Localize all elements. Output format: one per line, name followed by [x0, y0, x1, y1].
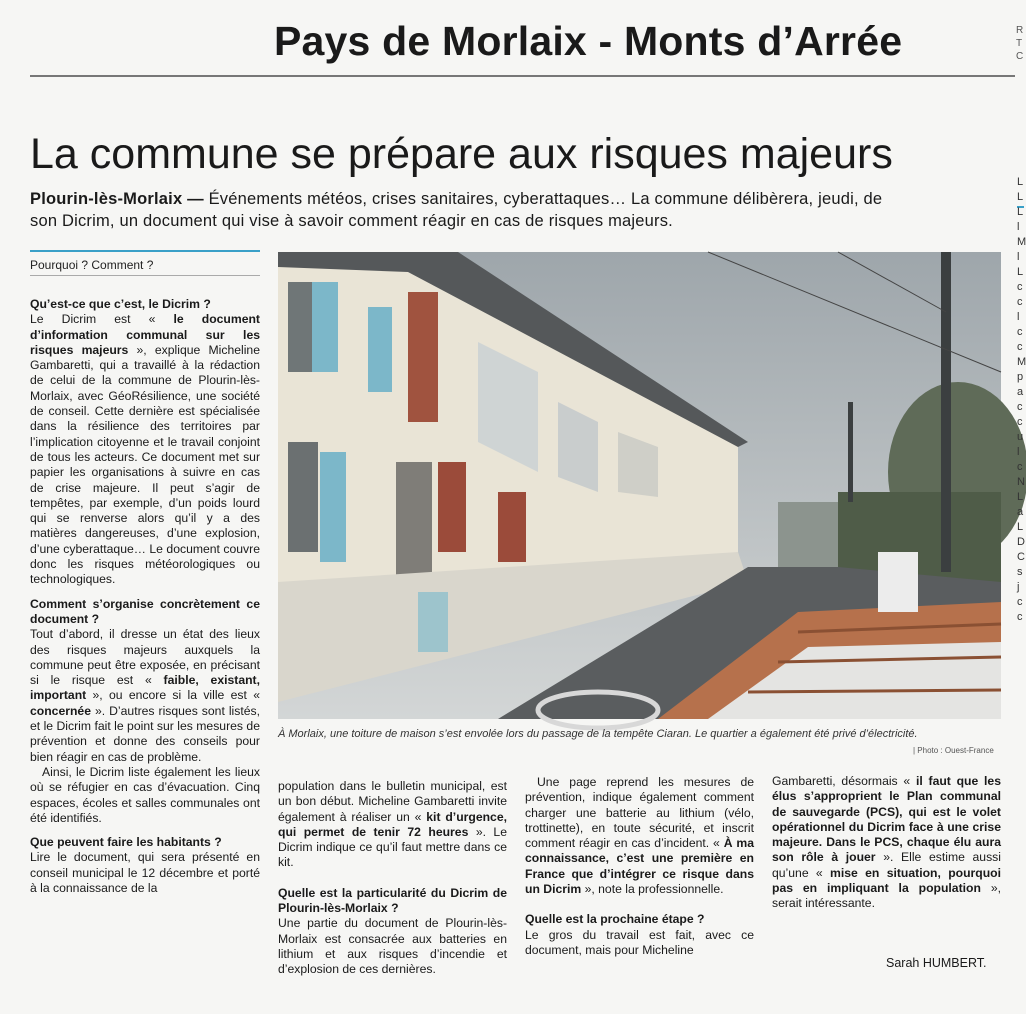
column-4 [772, 774, 1001, 912]
edge-letter: l [1017, 251, 1020, 263]
edge-letter: c [1017, 296, 1023, 308]
article-photo [278, 252, 1001, 719]
chapo-text: Événements météos, crises sanitaires, cyberattaques… La commune délibèrera, jeudi, de son Dicrim, un document qui vise à savoir comment réagir en cas de risques majeurs. [30, 190, 883, 230]
edge-letter: l [1017, 221, 1020, 233]
section-title: Pays de Morlaix - Monts d’Arrée [274, 18, 903, 64]
edge-letter: M [1017, 356, 1026, 368]
sidebar-divider [30, 275, 260, 276]
paragraph: Une page reprend les mesures de prévention, indique également comment charger une batterie au lithium (vélo, trottinette), en toute sécurité, et inscrit comment réagir en cas d’incident. « À ma connaissance, c’est une première en France que d’intégrer ce risque dans un Dicrim », note la professionnelle. [525, 775, 754, 897]
corner-snippet: R T C [1016, 25, 1024, 62]
question-heading: Quelle est la prochaine étape ? [525, 912, 705, 927]
edge-letter: l [1017, 446, 1020, 458]
storm-street-illustration [278, 252, 1001, 719]
photo-caption: À Morlaix, une toiture de maison s’est envolée lors du passage de la tempête Ciaran. Le quartier a également été privé d’électricité. [278, 728, 918, 740]
paragraph: Le gros du travail est fait, avec ce document, mais pour Micheline [525, 927, 754, 957]
paragraph: population dans le bulletin municipal, est un bon début. Micheline Gambaretti invite également à réaliser un « kit d’urgence, qui permet de tenir 72 heures ». Le Dicrim indique ce qu’il faut mettre dans ce kit. [278, 779, 507, 870]
edge-letter: M [1017, 236, 1026, 248]
paragraph: Ainsi, le Dicrim liste également les lieux où se réfugier en cas d’évacuation. Cinq espaces, écoles et salles communales ont été identifiés. [30, 764, 260, 825]
column-1 [30, 297, 260, 896]
paragraph: Gambaretti, désormais « il faut que les élus s’approprient le Plan communal de sauvegarde (PCS), qui est le volet opérationnel du Dicrim face à une crise majeure. Dans le PCS, chaque élu aura son rôle à jouer ». Elle estime aussi qu’une « mise en situation, pourquoi pas en impliquant la population », serait intéressante. [772, 774, 1001, 911]
question-heading: Quelle est la particularité du Dicrim de Plourin-lès-Morlaix ? [278, 885, 507, 916]
edge-letter: c [1017, 341, 1023, 353]
adjacent-article-edge [1017, 175, 1024, 625]
edge-letter: L [1017, 176, 1024, 188]
article-chapo [30, 188, 910, 232]
question-heading: Qu’est-ce que c’est, le Dicrim ? [30, 297, 211, 311]
question-heading: Que peuvent faire les habitants ? [30, 835, 222, 850]
paragraph: Tout d’abord, il dresse un état des lieux des risques majeurs auxquels la commune peut être exposée, en précisant si le risque est « faible, existant, important », ou encore si la ville est « concernée ». D’autres risques sont listés, et le Dicrim fait le point sur les mesures de prévention et donne des conseils pour bien réagir en cas de problème. [30, 627, 260, 764]
article-headline: La commune se prépare aux risques majeurs [30, 130, 893, 178]
edge-letter: D [1017, 536, 1025, 548]
edge-letter: a [1017, 506, 1024, 518]
edge-letter: L [1017, 491, 1024, 503]
edge-letter: c [1017, 596, 1023, 608]
edge-letter: a [1017, 386, 1024, 398]
column-3 [525, 775, 754, 958]
paragraph: Le Dicrim est « le document d’information communal sur les risques majeurs », explique Micheline Gambaretti, qui a travaillé à la rédaction de celui de la commune de Plourin-lès-Morlaix, avec GéoRésilience, une société de conseil. Cette dernière est spécialisée dans la résilience des territoires par l’implication citoyenne et le travail conjoint de tous les acteurs. Ce document met sur papier les organisations à suivre en cas de crise majeure. Il peut s’agir de tempêtes, par exemple, d’un poids lourd qui se renverse alors qu’il y a des matières dangereuses, d’une explosion, d’une cyberattaque… Le document couvre donc les risques météorologiques ou technologiques. [30, 312, 260, 587]
paragraph: Une partie du document de Plourin-lès-Morlaix est consacrée aux batteries en lithium et aux risques d’incendie et d’explosion de ces dernières. [278, 916, 507, 977]
chapo-location: Plourin-lès-Morlaix — [30, 190, 204, 208]
sidebar-accent-rule [30, 250, 260, 252]
edge-letter: L [1017, 206, 1024, 218]
edge-letter: N [1017, 476, 1025, 488]
edge-letter: c [1017, 401, 1023, 413]
edge-letter: l [1017, 311, 1020, 323]
edge-letter: L [1017, 266, 1024, 278]
column-2 [278, 779, 507, 978]
photo-credit: | Photo : Ouest-France [913, 746, 994, 755]
edge-letter: C [1017, 551, 1025, 563]
edge-letter: c [1017, 611, 1023, 623]
top-rule [30, 75, 1015, 77]
edge-letter: L [1017, 521, 1024, 533]
question-heading: Comment s’organise concrètement ce document ? [30, 596, 260, 626]
edge-letter: s [1017, 566, 1023, 578]
edge-letter: c [1017, 461, 1023, 473]
paragraph: Lire le document, qui sera présenté en conseil municipal le 12 décembre et porté à la connaissance de la [30, 850, 260, 895]
edge-letter: j [1017, 581, 1020, 593]
edge-letter: c [1017, 326, 1023, 338]
edge-letter: u [1017, 431, 1024, 443]
sidebar-label: Pourquoi ? Comment ? [30, 258, 154, 272]
author-signature: Sarah HUMBERT. [886, 956, 987, 970]
edge-letter: c [1017, 281, 1023, 293]
edge-letter: L [1017, 191, 1024, 203]
edge-letter: p [1017, 371, 1024, 383]
edge-letter: c [1017, 416, 1023, 428]
